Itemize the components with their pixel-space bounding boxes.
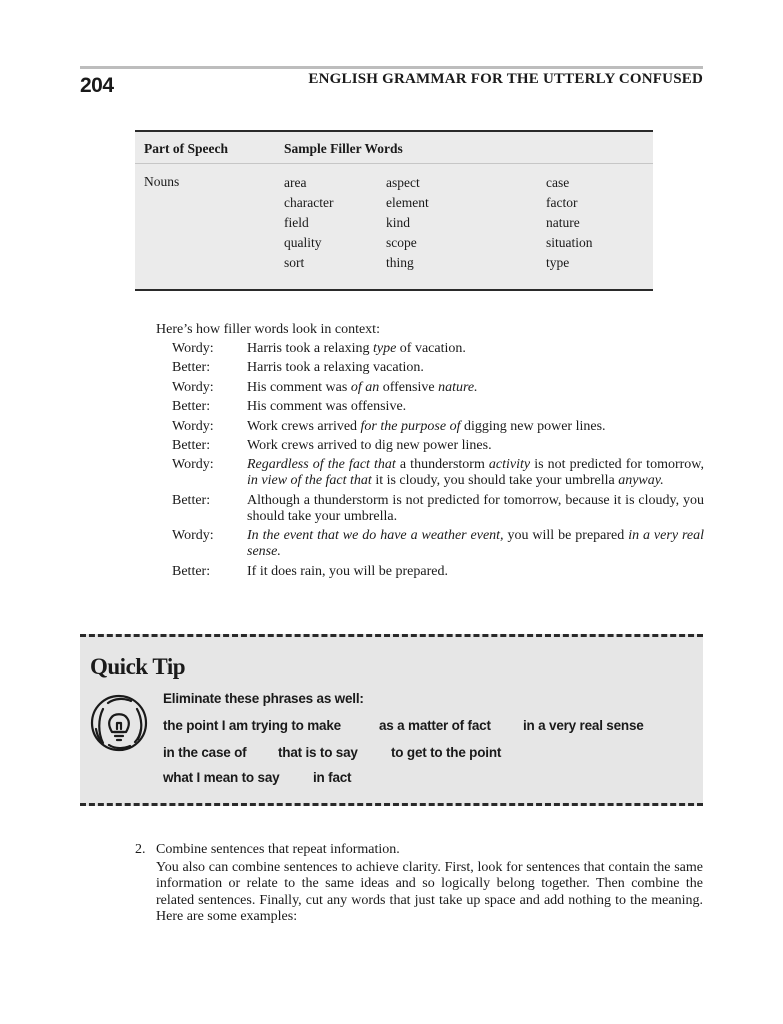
example-better — [172, 564, 704, 580]
tip-phrase: that is to say — [278, 745, 358, 760]
example-label: Wordy: — [172, 457, 214, 473]
example-label: Better: — [172, 492, 211, 508]
tip-phrase: in a very real sense — [523, 718, 644, 733]
example-text: Work crews arrived for the purpose of digging new power lines. — [247, 418, 606, 434]
table-cell: quality — [284, 235, 322, 250]
table-cell: type — [546, 255, 570, 270]
filler-words-column-1 — [284, 174, 333, 274]
filler-words-table — [135, 130, 653, 291]
example-wordy — [172, 419, 704, 435]
table-cell: nature — [546, 215, 580, 230]
example-label: Wordy: — [172, 418, 214, 434]
example-better — [172, 438, 704, 454]
tip-phrase: in the case of — [163, 745, 247, 760]
list-item-number: 2. — [135, 842, 146, 857]
quick-tip-intro: Eliminate these phrases as well: — [163, 691, 364, 706]
example-text: Harris took a relaxing vacation. — [247, 360, 424, 376]
part-of-speech-cell: Nouns — [144, 174, 180, 189]
quick-tip-title: Quick Tip — [90, 654, 186, 679]
tip-phrase: to get to the point — [391, 745, 502, 760]
running-title: ENGLISH GRAMMAR FOR THE UTTERLY CONFUSED — [308, 71, 703, 87]
filler-words-column-2 — [386, 174, 429, 274]
table-cell: aspect — [386, 175, 420, 190]
example-better — [172, 360, 704, 376]
table-cell: thing — [386, 255, 414, 270]
example-text: Although a thunderstorm is not predicted for tomorrow, because it is cloudy, you should take your umbrella. — [247, 492, 704, 524]
page-number: 204 — [80, 74, 114, 97]
example-text: His comment was of an offensive nature. — [247, 379, 478, 395]
filler-words-column-3 — [546, 174, 593, 274]
list-item-body: You also can combine sentences to achieve clarity. First, look for sentences that contain the same information or relate to the same ideas and so logically belong together. Then combine the related sentences. Finally, cut any words that just take up space and add nothing to the meaning. Here are some examples: — [156, 860, 703, 925]
example-better — [172, 493, 704, 525]
example-text: In the event that we do have a weather event, you will be prepared in a very real sense. — [247, 528, 704, 560]
table-cell: field — [284, 215, 309, 230]
example-text: Harris took a relaxing type of vacation. — [247, 341, 466, 356]
table-cell: case — [546, 175, 570, 190]
example-better — [172, 399, 704, 415]
example-text: Work crews arrived to dig new power lines. — [247, 437, 492, 453]
examples-list — [172, 341, 704, 583]
list-item-heading: Combine sentences that repeat information. — [156, 842, 400, 857]
examples-intro: Here’s how filler words look in context: — [156, 322, 380, 337]
example-text: His comment was offensive. — [247, 399, 407, 415]
tip-phrase: in fact — [313, 770, 352, 785]
table-cell: kind — [386, 215, 411, 230]
example-wordy — [172, 341, 704, 357]
tip-phrase: the point I am trying to make — [163, 718, 341, 733]
example-wordy — [172, 380, 704, 396]
example-wordy — [172, 528, 704, 560]
table-cell: factor — [546, 195, 578, 210]
example-label: Better: — [172, 563, 211, 579]
example-label: Better: — [172, 399, 211, 415]
example-label: Wordy: — [172, 379, 214, 395]
table-header-rule — [135, 163, 653, 164]
column-header-sample-filler-words: Sample Filler Words — [284, 141, 403, 156]
table-cell: element — [386, 195, 429, 210]
example-text: Regardless of the fact that a thunderstorm activity is not predicted for tomorrow, in view of the fact that it is cloudy, you should take your umbrella anyway. — [247, 457, 704, 489]
example-label: Wordy: — [172, 528, 214, 544]
example-label: Wordy: — [172, 341, 214, 356]
tip-phrase: as a matter of fact — [379, 718, 491, 733]
lightbulb-hand-icon — [82, 685, 156, 759]
example-label: Better: — [172, 360, 211, 376]
table-cell: character — [284, 195, 334, 210]
table-cell: scope — [386, 235, 417, 250]
column-header-part-of-speech: Part of Speech — [144, 141, 228, 156]
tip-phrase: what I mean to say — [163, 770, 280, 785]
example-wordy — [172, 457, 704, 489]
quick-tip-box — [80, 634, 703, 806]
table-cell: sort — [284, 255, 305, 270]
table-cell: situation — [546, 235, 593, 250]
table-cell: area — [284, 175, 307, 190]
example-text: If it does rain, you will be prepared. — [247, 563, 448, 579]
example-label: Better: — [172, 437, 211, 453]
header-rule — [80, 66, 703, 69]
